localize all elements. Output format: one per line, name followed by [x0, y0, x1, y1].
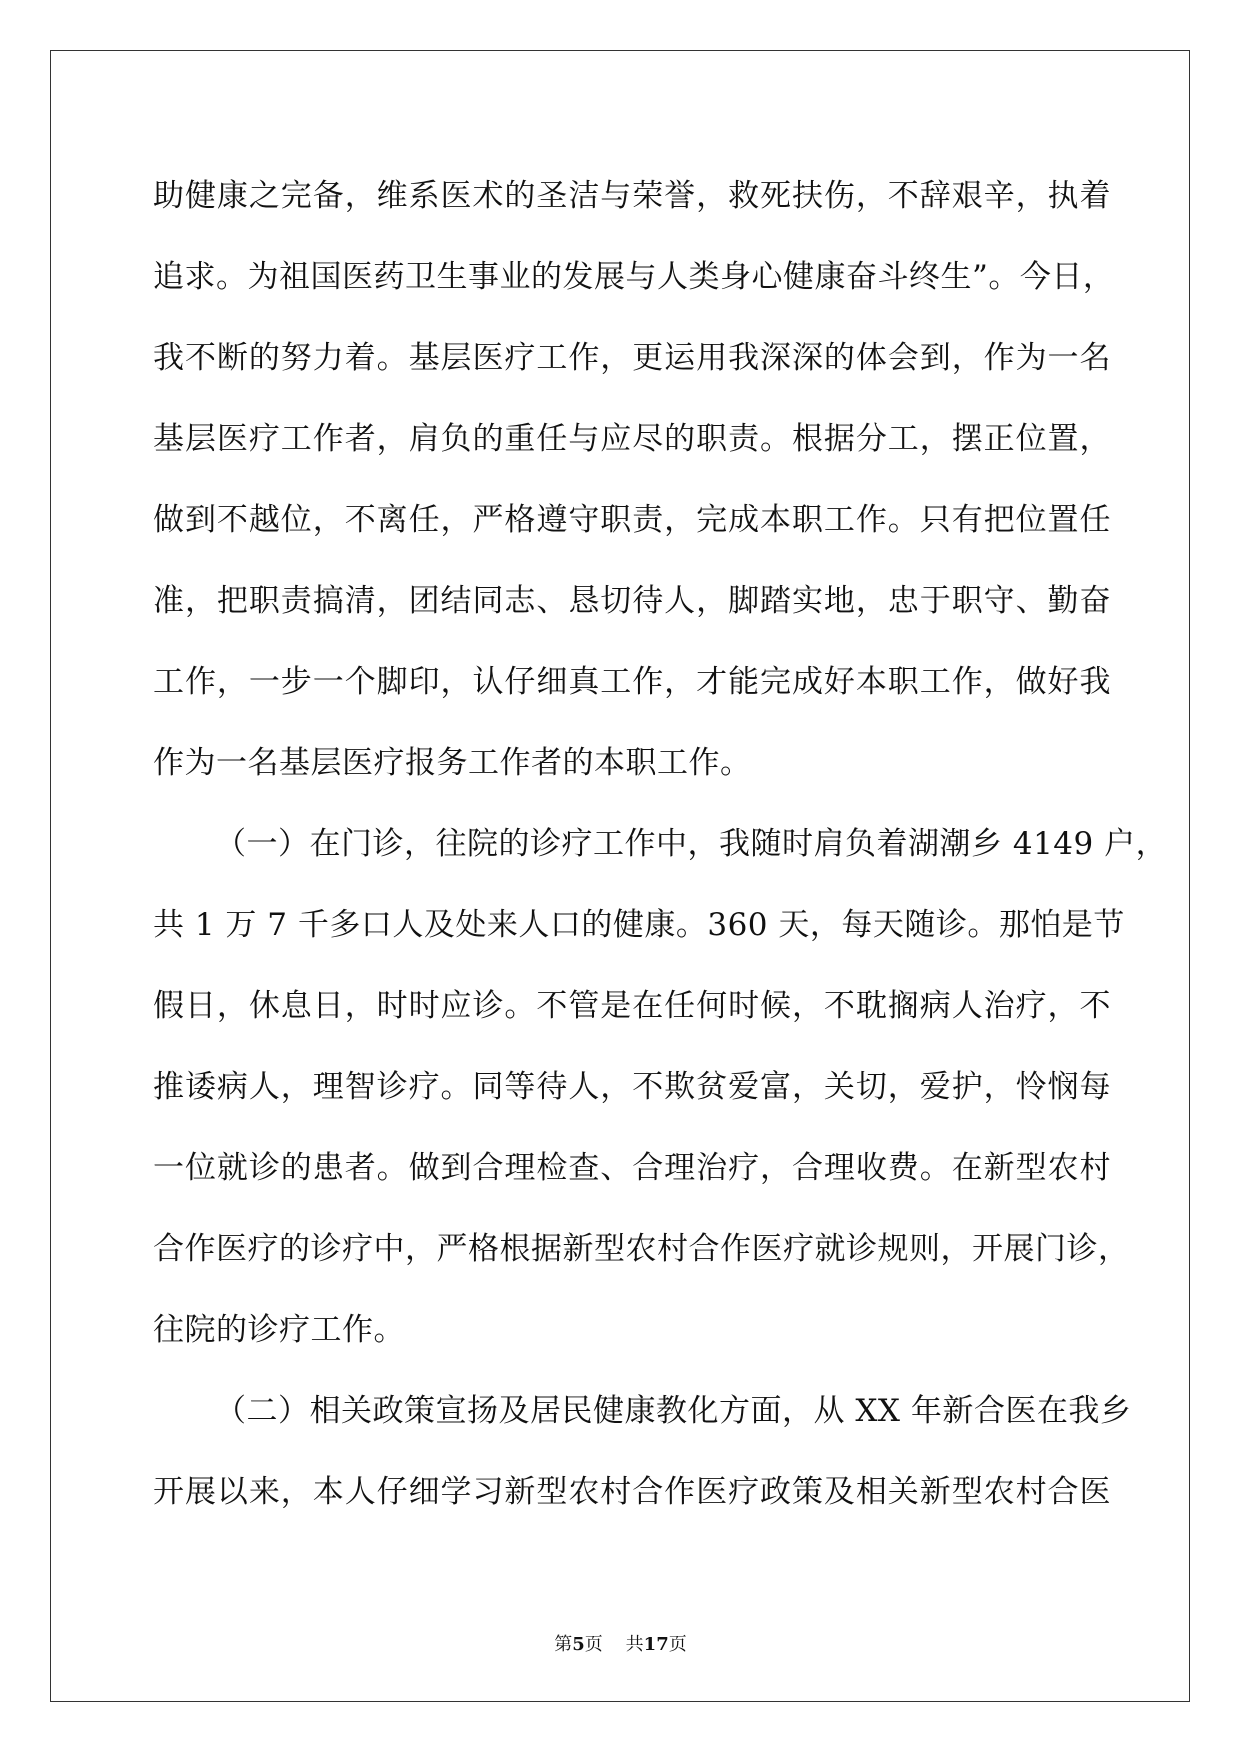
text-line: 开展以来，本人仔细学习新型农村合作医疗政策及相关新型农村合医: [153, 1474, 1111, 1510]
page-suffix: 页: [584, 1634, 603, 1655]
text-line: （一）在门诊，往院的诊疗工作中，我随时肩负着湖潮乡 4149 户，: [215, 826, 1168, 862]
page-footer: [0, 1630, 1241, 1656]
text-line: 假日，休息日，时时应诊。不管是在任何时候，不耽搁病人治疗，不: [153, 988, 1111, 1024]
page-prefix: 第: [554, 1634, 573, 1655]
text-line: 我不断的努力着。基层医疗工作，更运用我深深的体会到，作为一名: [153, 340, 1111, 376]
text-line: 基层医疗工作者，肩负的重任与应尽的职责。根据分工，摆正位置，: [153, 421, 1111, 457]
total-suffix: 页: [668, 1634, 687, 1655]
text-line: 追求。为祖国医药卫生事业的发展与人类身心健康奋斗终生”。今日，: [153, 259, 1115, 295]
page-number: 5: [572, 1634, 585, 1655]
total-prefix: 共: [625, 1634, 644, 1655]
text-line: 往院的诊疗工作。: [153, 1312, 405, 1348]
document-body: [153, 156, 1168, 1533]
text-line: 作为一名基层医疗报务工作者的本职工作。: [153, 745, 752, 781]
text-line: 推诿病人，理智诊疗。同等待人，不欺贫爱富，关切，爱护，怜悯每: [153, 1069, 1111, 1105]
text-line: 助健康之完备，维系医术的圣洁与荣誉，救死扶伤，不辞艰辛，执着: [153, 178, 1111, 214]
text-line: 准，把职责搞清，团结同志、恳切待人，脚踏实地，忠于职守、勤奋: [153, 583, 1111, 619]
text-line: 合作医疗的诊疗中，严格根据新型农村合作医疗就诊规则，开展门诊，: [153, 1231, 1130, 1267]
total-pages: 17: [643, 1634, 669, 1655]
text-line: 做到不越位，不离任，严格遵守职责，完成本职工作。只有把位置任: [153, 502, 1111, 538]
text-line: 共 1 万 7 千多口人及处来人口的健康。360 天，每天随诊。那怕是节: [153, 907, 1125, 943]
text-line: （二）相关政策宣扬及居民健康教化方面，从 XX 年新合医在我乡: [215, 1393, 1132, 1429]
text-line: 工作，一步一个脚印，认仔细真工作，才能完成好本职工作，做好我: [153, 664, 1111, 700]
text-line: 一位就诊的患者。做到合理检查、合理治疗，合理收费。在新型农村: [153, 1150, 1111, 1186]
